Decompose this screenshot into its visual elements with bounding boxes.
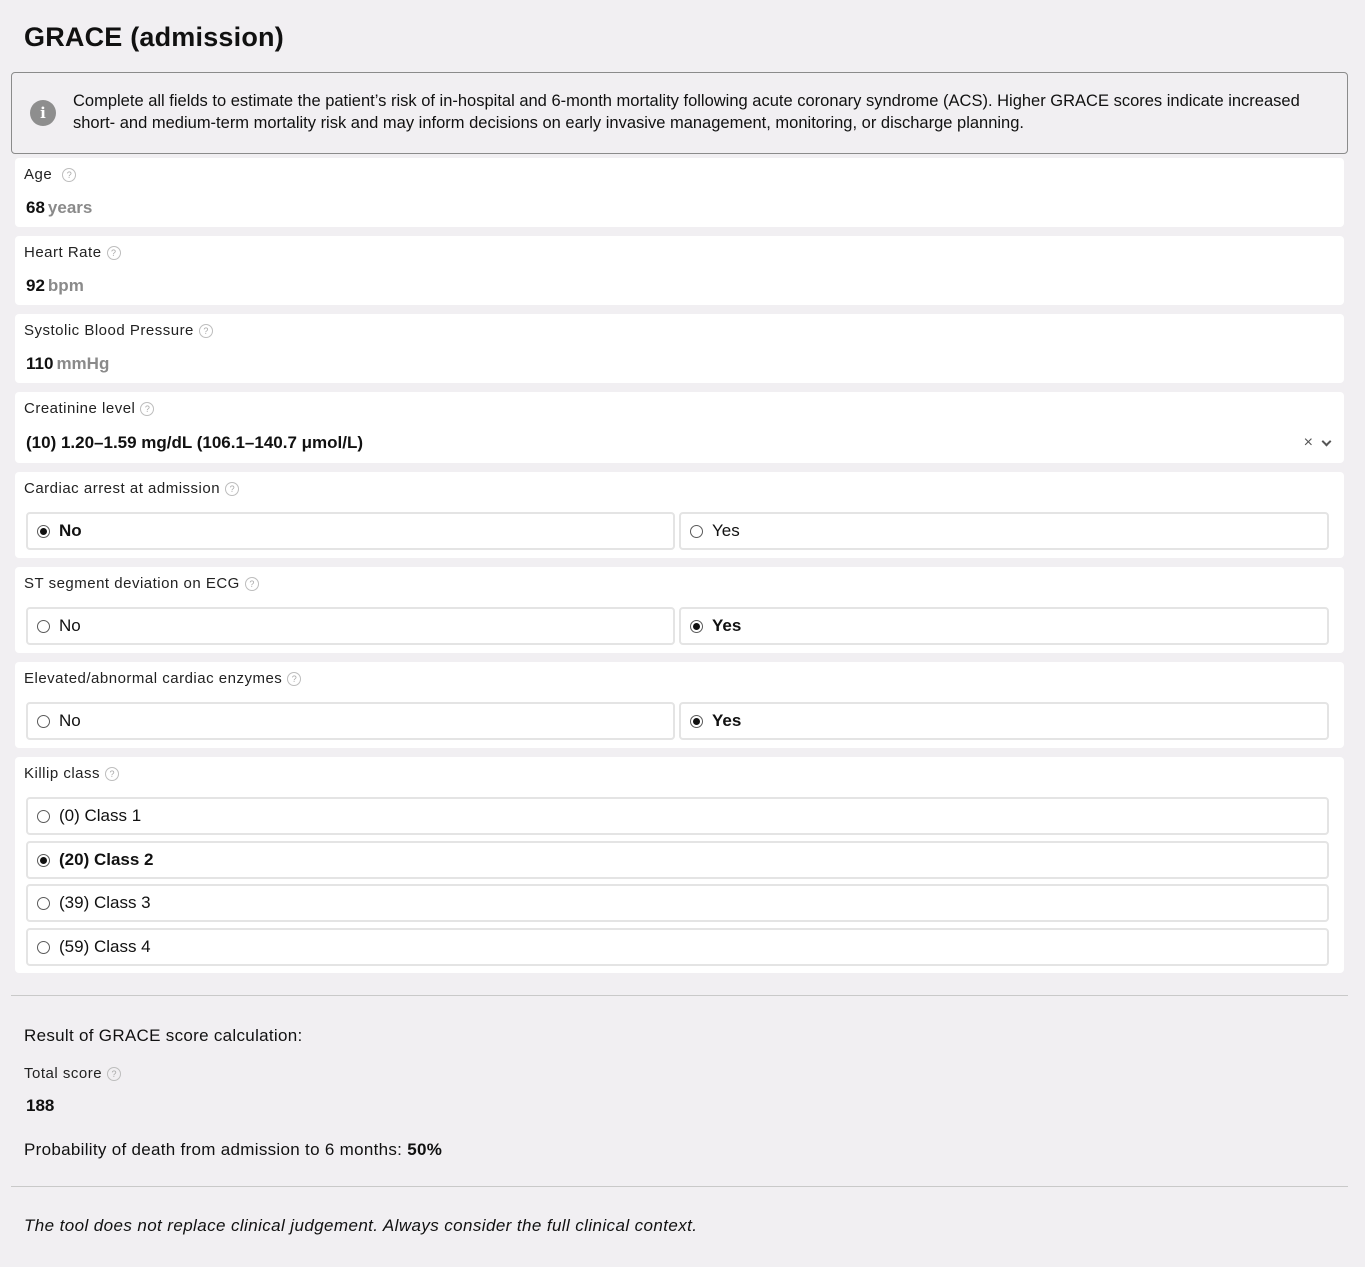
result-heading: Result of GRACE score calculation: (24, 1026, 303, 1045)
divider (11, 995, 1348, 996)
disclaimer-text: The tool does not replace clinical judgement. Always consider the full clinical context. (24, 1216, 698, 1235)
info-icon: i (30, 100, 56, 126)
probability-value: 50% (407, 1140, 443, 1159)
killip-option-class-2[interactable]: (20) Class 2 (26, 841, 1329, 879)
radio-checked-icon[interactable] (37, 854, 50, 867)
heart-rate-unit: bpm (47, 276, 84, 295)
radio-checked-icon[interactable] (690, 715, 703, 728)
cardiac-arrest-option-yes[interactable]: Yes (679, 512, 1329, 550)
st-deviation-field (15, 567, 1344, 653)
heart-rate-field[interactable] (15, 236, 1344, 305)
radio-checked-icon[interactable] (690, 620, 703, 633)
sbp-value: 110 (26, 354, 54, 373)
clear-icon[interactable]: × (1303, 434, 1313, 451)
killip-option-class-1[interactable]: (0) Class 1 (26, 797, 1329, 835)
divider (11, 1186, 1348, 1187)
select-controls (1304, 434, 1330, 452)
help-icon[interactable]: ? (199, 324, 213, 338)
help-icon[interactable]: ? (62, 168, 76, 182)
radio-unchecked-icon[interactable] (37, 810, 50, 823)
cardiac-arrest-field (15, 472, 1344, 558)
info-text: Complete all fields to estimate the patient’s risk of in-hospital and 6-month mortality following acute coronary syndrome (ACS). Higher GRACE scores indicate increased short- and medium-term mortality risk and may inform decisions on early invasive management, monitoring, or discharge planning. (73, 92, 1300, 132)
probability-text: Probability of death from admission to 6 months: 50% (24, 1140, 443, 1159)
radio-unchecked-icon[interactable] (37, 897, 50, 910)
killip-field (15, 757, 1344, 973)
sbp-label: Systolic Blood Pressure ? (24, 322, 213, 339)
heart-rate-value: 92 (26, 276, 45, 295)
age-field[interactable] (15, 158, 1344, 227)
enzymes-label: Elevated/abnormal cardiac enzymes ? (24, 670, 301, 687)
help-icon[interactable]: ? (140, 402, 154, 416)
enzymes-option-no[interactable]: No (26, 702, 675, 740)
total-score-value: 188 (26, 1096, 55, 1115)
help-icon[interactable]: ? (245, 577, 259, 591)
heart-rate-input[interactable] (26, 276, 84, 296)
page-title: GRACE (admission) (24, 22, 284, 52)
help-icon[interactable]: ? (287, 672, 301, 686)
killip-label: Killip class ? (24, 765, 119, 782)
cardiac-arrest-label: Cardiac arrest at admission ? (24, 480, 239, 497)
chevron-down-icon[interactable] (1322, 436, 1332, 446)
creatinine-select[interactable]: (10) 1.20–1.59 mg/dL (106.1–140.7 μmol/L) (26, 433, 364, 452)
creatinine-field[interactable] (15, 392, 1344, 463)
help-icon[interactable]: ? (105, 767, 119, 781)
creatinine-label: Creatinine level ? (24, 400, 154, 417)
help-icon[interactable]: ? (107, 1067, 121, 1081)
age-label: Age ? (24, 166, 76, 183)
sbp-input[interactable] (26, 354, 109, 374)
st-deviation-label: ST segment deviation on ECG ? (24, 575, 259, 592)
sbp-unit: mmHg (56, 354, 110, 373)
info-box (11, 72, 1348, 154)
killip-option-class-4[interactable]: (59) Class 4 (26, 928, 1329, 966)
help-icon[interactable]: ? (107, 246, 121, 260)
age-unit: years (47, 198, 93, 217)
heart-rate-label: Heart Rate ? (24, 244, 121, 261)
cardiac-arrest-option-no[interactable]: No (26, 512, 675, 550)
sbp-field[interactable] (15, 314, 1344, 383)
age-value: 68 (26, 198, 45, 217)
radio-checked-icon[interactable] (37, 525, 50, 538)
radio-unchecked-icon[interactable] (37, 715, 50, 728)
total-score-label: Total score ? (24, 1065, 121, 1082)
help-icon[interactable]: ? (225, 482, 239, 496)
enzymes-option-yes[interactable]: Yes (679, 702, 1329, 740)
age-input[interactable] (26, 198, 92, 218)
st-deviation-option-yes[interactable]: Yes (679, 607, 1329, 645)
enzymes-field (15, 662, 1344, 748)
radio-unchecked-icon[interactable] (37, 620, 50, 633)
st-deviation-option-no[interactable]: No (26, 607, 675, 645)
radio-unchecked-icon[interactable] (690, 525, 703, 538)
killip-option-class-3[interactable]: (39) Class 3 (26, 884, 1329, 922)
radio-unchecked-icon[interactable] (37, 941, 50, 954)
